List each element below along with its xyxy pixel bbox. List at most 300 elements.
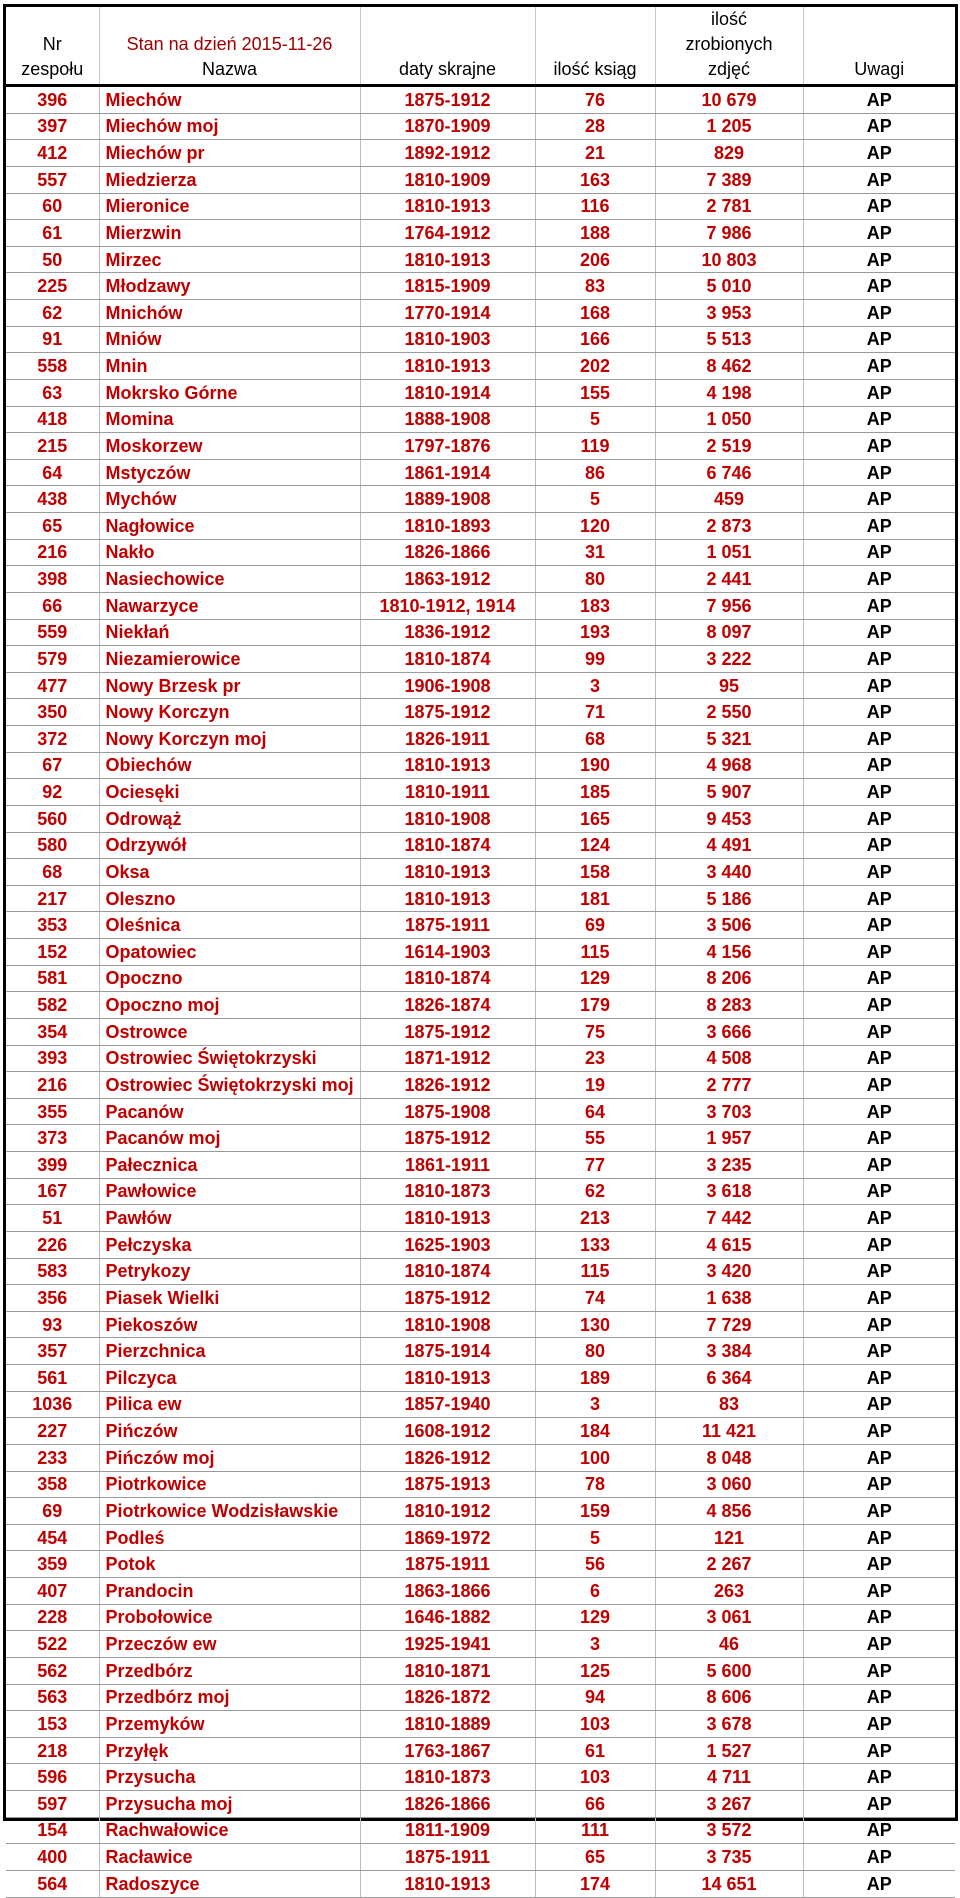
cell-name: Ostrowiec Świętokrzyski moj bbox=[99, 1072, 360, 1099]
cell-books: 185 bbox=[535, 779, 655, 806]
cell-notes: AP bbox=[803, 832, 955, 859]
cell-dates: 1857-1940 bbox=[360, 1391, 535, 1418]
cell-dates: 1875-1912 bbox=[360, 699, 535, 726]
cell-nr: 557 bbox=[6, 166, 99, 193]
cell-nr: 559 bbox=[6, 619, 99, 646]
cell-photos: 3 420 bbox=[655, 1258, 803, 1285]
cell-dates: 1826-1912 bbox=[360, 1072, 535, 1099]
cell-photos: 3 222 bbox=[655, 646, 803, 673]
cell-photos: 6 746 bbox=[655, 459, 803, 486]
cell-name: Mnin bbox=[99, 353, 360, 380]
cell-dates: 1826-1911 bbox=[360, 726, 535, 753]
cell-notes: AP bbox=[803, 1657, 955, 1684]
cell-photos: 3 678 bbox=[655, 1711, 803, 1738]
cell-photos: 1 205 bbox=[655, 113, 803, 140]
cell-name: Opoczno moj bbox=[99, 992, 360, 1019]
cell-dates: 1810-1873 bbox=[360, 1178, 535, 1205]
cell-books: 119 bbox=[535, 433, 655, 460]
cell-name: Miechów bbox=[99, 86, 360, 114]
cell-nr: 216 bbox=[6, 539, 99, 566]
cell-photos: 2 873 bbox=[655, 513, 803, 540]
cell-notes: AP bbox=[803, 193, 955, 220]
cell-nr: 373 bbox=[6, 1125, 99, 1152]
cell-photos: 5 600 bbox=[655, 1657, 803, 1684]
cell-books: 3 bbox=[535, 1631, 655, 1658]
cell-dates: 1875-1912 bbox=[360, 1125, 535, 1152]
cell-notes: AP bbox=[803, 1231, 955, 1258]
cell-nr: 407 bbox=[6, 1578, 99, 1605]
cell-name: Mstyczów bbox=[99, 459, 360, 486]
table-row bbox=[6, 1578, 955, 1605]
cell-name: Miechów moj bbox=[99, 113, 360, 140]
cell-notes: AP bbox=[803, 166, 955, 193]
table-row bbox=[6, 1870, 955, 1897]
cell-name: Probołowice bbox=[99, 1604, 360, 1631]
cell-notes: AP bbox=[803, 1178, 955, 1205]
cell-photos: 9 453 bbox=[655, 805, 803, 832]
cell-name: Miechów pr bbox=[99, 140, 360, 167]
cell-name: Przeczów ew bbox=[99, 1631, 360, 1658]
cell-photos: 3 235 bbox=[655, 1152, 803, 1179]
cell-dates: 1861-1914 bbox=[360, 459, 535, 486]
table-row bbox=[6, 300, 955, 327]
cell-notes: AP bbox=[803, 1418, 955, 1445]
cell-dates: 1770-1914 bbox=[360, 300, 535, 327]
cell-books: 75 bbox=[535, 1018, 655, 1045]
cell-notes: AP bbox=[803, 433, 955, 460]
table-row bbox=[6, 859, 955, 886]
cell-notes: AP bbox=[803, 1817, 955, 1844]
cell-nr: 399 bbox=[6, 1152, 99, 1179]
header-books bbox=[535, 7, 655, 86]
cell-name: Potok bbox=[99, 1551, 360, 1578]
cell-notes: AP bbox=[803, 1391, 955, 1418]
cell-books: 163 bbox=[535, 166, 655, 193]
cell-dates: 1810-1874 bbox=[360, 832, 535, 859]
cell-photos: 5 907 bbox=[655, 779, 803, 806]
cell-name: Racławice bbox=[99, 1844, 360, 1871]
cell-dates: 1810-1903 bbox=[360, 326, 535, 353]
cell-nr: 400 bbox=[6, 1844, 99, 1871]
cell-nr: 60 bbox=[6, 193, 99, 220]
cell-nr: 581 bbox=[6, 965, 99, 992]
cell-books: 80 bbox=[535, 1338, 655, 1365]
cell-notes: AP bbox=[803, 300, 955, 327]
cell-books: 80 bbox=[535, 566, 655, 593]
cell-notes: AP bbox=[803, 859, 955, 886]
cell-notes: AP bbox=[803, 1498, 955, 1525]
cell-photos: 11 421 bbox=[655, 1418, 803, 1445]
table-row bbox=[6, 1285, 955, 1312]
cell-dates: 1889-1908 bbox=[360, 486, 535, 513]
cell-books: 6 bbox=[535, 1578, 655, 1605]
cell-books: 188 bbox=[535, 220, 655, 247]
cell-nr: 372 bbox=[6, 726, 99, 753]
cell-name: Ostrowce bbox=[99, 1018, 360, 1045]
cell-books: 116 bbox=[535, 193, 655, 220]
cell-photos: 4 615 bbox=[655, 1231, 803, 1258]
cell-notes: AP bbox=[803, 1258, 955, 1285]
cell-photos: 4 156 bbox=[655, 939, 803, 966]
cell-name: Radoszyce bbox=[99, 1870, 360, 1897]
table-row bbox=[6, 1365, 955, 1392]
table-row bbox=[6, 912, 955, 939]
cell-dates: 1875-1913 bbox=[360, 1471, 535, 1498]
cell-name: Nowy Korczyn bbox=[99, 699, 360, 726]
cell-notes: AP bbox=[803, 1444, 955, 1471]
cell-notes: AP bbox=[803, 140, 955, 167]
cell-name: Pałecznica bbox=[99, 1152, 360, 1179]
cell-books: 166 bbox=[535, 326, 655, 353]
cell-name: Momina bbox=[99, 406, 360, 433]
cell-dates: 1810-1871 bbox=[360, 1657, 535, 1684]
cell-photos: 2 550 bbox=[655, 699, 803, 726]
cell-photos: 3 440 bbox=[655, 859, 803, 886]
cell-dates: 1810-1913 bbox=[360, 193, 535, 220]
cell-photos: 3 384 bbox=[655, 1338, 803, 1365]
cell-dates: 1826-1866 bbox=[360, 539, 535, 566]
cell-name: Oleśnica bbox=[99, 912, 360, 939]
cell-dates: 1763-1867 bbox=[360, 1737, 535, 1764]
cell-photos: 3 618 bbox=[655, 1178, 803, 1205]
cell-notes: AP bbox=[803, 406, 955, 433]
cell-name: Pawłowice bbox=[99, 1178, 360, 1205]
cell-dates: 1810-1912 bbox=[360, 1498, 535, 1525]
table-row bbox=[6, 539, 955, 566]
cell-notes: AP bbox=[803, 1578, 955, 1605]
cell-books: 99 bbox=[535, 646, 655, 673]
cell-books: 5 bbox=[535, 486, 655, 513]
cell-books: 100 bbox=[535, 1444, 655, 1471]
cell-photos: 8 283 bbox=[655, 992, 803, 1019]
header-dates-label: daty skrajne bbox=[398, 59, 497, 79]
cell-photos: 2 777 bbox=[655, 1072, 803, 1099]
table-row bbox=[6, 1711, 955, 1738]
cell-books: 189 bbox=[535, 1365, 655, 1392]
cell-notes: AP bbox=[803, 1604, 955, 1631]
cell-dates: 1826-1866 bbox=[360, 1791, 535, 1818]
cell-photos: 95 bbox=[655, 672, 803, 699]
cell-name: Odrzywół bbox=[99, 832, 360, 859]
table-row bbox=[6, 752, 955, 779]
cell-dates: 1871-1912 bbox=[360, 1045, 535, 1072]
cell-photos: 6 364 bbox=[655, 1365, 803, 1392]
cell-dates: 1810-1908 bbox=[360, 1311, 535, 1338]
cell-notes: AP bbox=[803, 1684, 955, 1711]
table-row bbox=[6, 113, 955, 140]
cell-dates: 1863-1866 bbox=[360, 1578, 535, 1605]
cell-photos: 4 856 bbox=[655, 1498, 803, 1525]
cell-books: 5 bbox=[535, 1524, 655, 1551]
table-row bbox=[6, 433, 955, 460]
cell-name: Nagłowice bbox=[99, 513, 360, 540]
table-row bbox=[6, 1817, 955, 1844]
cell-name: Przedbórz moj bbox=[99, 1684, 360, 1711]
cell-books: 3 bbox=[535, 672, 655, 699]
header-notes-label: Uwagi bbox=[854, 59, 905, 79]
cell-notes: AP bbox=[803, 379, 955, 406]
cell-name: Przysucha bbox=[99, 1764, 360, 1791]
cell-nr: 91 bbox=[6, 326, 99, 353]
cell-notes: AP bbox=[803, 1018, 955, 1045]
cell-photos: 3 267 bbox=[655, 1791, 803, 1818]
cell-photos: 14 651 bbox=[655, 1870, 803, 1897]
cell-notes: AP bbox=[803, 220, 955, 247]
cell-name: Przedbórz bbox=[99, 1657, 360, 1684]
cell-books: 62 bbox=[535, 1178, 655, 1205]
cell-photos: 7 389 bbox=[655, 166, 803, 193]
cell-notes: AP bbox=[803, 1764, 955, 1791]
cell-books: 94 bbox=[535, 1684, 655, 1711]
cell-nr: 62 bbox=[6, 300, 99, 327]
cell-books: 86 bbox=[535, 459, 655, 486]
cell-books: 120 bbox=[535, 513, 655, 540]
cell-books: 3 bbox=[535, 1391, 655, 1418]
cell-nr: 216 bbox=[6, 1072, 99, 1099]
cell-photos: 121 bbox=[655, 1524, 803, 1551]
cell-dates: 1810-1874 bbox=[360, 646, 535, 673]
cell-books: 31 bbox=[535, 539, 655, 566]
table-row bbox=[6, 379, 955, 406]
cell-nr: 228 bbox=[6, 1604, 99, 1631]
cell-nr: 580 bbox=[6, 832, 99, 859]
cell-photos: 5 186 bbox=[655, 885, 803, 912]
table-row bbox=[6, 246, 955, 273]
cell-nr: 355 bbox=[6, 1098, 99, 1125]
cell-dates: 1906-1908 bbox=[360, 672, 535, 699]
cell-nr: 579 bbox=[6, 646, 99, 673]
cell-books: 69 bbox=[535, 912, 655, 939]
cell-dates: 1608-1912 bbox=[360, 1418, 535, 1445]
cell-dates: 1646-1882 bbox=[360, 1604, 535, 1631]
table-row bbox=[6, 1844, 955, 1871]
cell-nr: 61 bbox=[6, 220, 99, 247]
header-photos-line3: zdjęć bbox=[707, 59, 751, 79]
cell-photos: 3 060 bbox=[655, 1471, 803, 1498]
cell-nr: 51 bbox=[6, 1205, 99, 1232]
cell-notes: AP bbox=[803, 1737, 955, 1764]
cell-dates: 1870-1909 bbox=[360, 113, 535, 140]
table-row bbox=[6, 140, 955, 167]
cell-nr: 153 bbox=[6, 1711, 99, 1738]
cell-notes: AP bbox=[803, 699, 955, 726]
cell-photos: 2 267 bbox=[655, 1551, 803, 1578]
cell-name: Młodzawy bbox=[99, 273, 360, 300]
cell-books: 179 bbox=[535, 992, 655, 1019]
cell-name: Piotrkowice bbox=[99, 1471, 360, 1498]
cell-notes: AP bbox=[803, 1338, 955, 1365]
cell-notes: AP bbox=[803, 1045, 955, 1072]
cell-dates: 1810-1914 bbox=[360, 379, 535, 406]
cell-books: 190 bbox=[535, 752, 655, 779]
cell-nr: 356 bbox=[6, 1285, 99, 1312]
cell-notes: AP bbox=[803, 486, 955, 513]
cell-photos: 2 441 bbox=[655, 566, 803, 593]
table-row bbox=[6, 1551, 955, 1578]
cell-name: Mokrsko Górne bbox=[99, 379, 360, 406]
cell-nr: 357 bbox=[6, 1338, 99, 1365]
cell-dates: 1875-1911 bbox=[360, 1844, 535, 1871]
cell-name: Oleszno bbox=[99, 885, 360, 912]
cell-books: 129 bbox=[535, 965, 655, 992]
cell-dates: 1875-1911 bbox=[360, 1551, 535, 1578]
cell-photos: 3 572 bbox=[655, 1817, 803, 1844]
header-photos-line2: zrobionych bbox=[685, 34, 773, 54]
cell-notes: AP bbox=[803, 1152, 955, 1179]
table-row bbox=[6, 1231, 955, 1258]
cell-name: Nakło bbox=[99, 539, 360, 566]
cell-dates: 1810-1909 bbox=[360, 166, 535, 193]
cell-photos: 8 048 bbox=[655, 1444, 803, 1471]
cell-photos: 7 956 bbox=[655, 592, 803, 619]
table-row bbox=[6, 486, 955, 513]
cell-dates: 1892-1912 bbox=[360, 140, 535, 167]
cell-name: Podleś bbox=[99, 1524, 360, 1551]
cell-name: Pilczyca bbox=[99, 1365, 360, 1392]
cell-notes: AP bbox=[803, 1844, 955, 1871]
cell-nr: 583 bbox=[6, 1258, 99, 1285]
cell-photos: 4 968 bbox=[655, 752, 803, 779]
cell-books: 111 bbox=[535, 1817, 655, 1844]
cell-dates: 1810-1912, 1914 bbox=[360, 592, 535, 619]
cell-photos: 4 711 bbox=[655, 1764, 803, 1791]
cell-dates: 1810-1908 bbox=[360, 805, 535, 832]
cell-books: 168 bbox=[535, 300, 655, 327]
cell-photos: 8 097 bbox=[655, 619, 803, 646]
cell-name: Mniów bbox=[99, 326, 360, 353]
cell-dates: 1836-1912 bbox=[360, 619, 535, 646]
cell-dates: 1815-1909 bbox=[360, 273, 535, 300]
cell-books: 129 bbox=[535, 1604, 655, 1631]
cell-notes: AP bbox=[803, 1711, 955, 1738]
cell-notes: AP bbox=[803, 113, 955, 140]
table-row bbox=[6, 1418, 955, 1445]
cell-books: 61 bbox=[535, 1737, 655, 1764]
cell-nr: 1036 bbox=[6, 1391, 99, 1418]
table-row bbox=[6, 1045, 955, 1072]
table-row bbox=[6, 832, 955, 859]
cell-notes: AP bbox=[803, 805, 955, 832]
cell-photos: 1 957 bbox=[655, 1125, 803, 1152]
cell-name: Oksa bbox=[99, 859, 360, 886]
cell-photos: 4 508 bbox=[655, 1045, 803, 1072]
cell-dates: 1875-1912 bbox=[360, 1018, 535, 1045]
cell-dates: 1614-1903 bbox=[360, 939, 535, 966]
cell-notes: AP bbox=[803, 1072, 955, 1099]
cell-photos: 83 bbox=[655, 1391, 803, 1418]
cell-books: 65 bbox=[535, 1844, 655, 1871]
cell-notes: AP bbox=[803, 1870, 955, 1897]
cell-books: 74 bbox=[535, 1285, 655, 1312]
cell-photos: 4 491 bbox=[655, 832, 803, 859]
cell-nr: 359 bbox=[6, 1551, 99, 1578]
cell-name: Petrykozy bbox=[99, 1258, 360, 1285]
cell-books: 103 bbox=[535, 1711, 655, 1738]
cell-books: 181 bbox=[535, 885, 655, 912]
cell-books: 56 bbox=[535, 1551, 655, 1578]
cell-books: 183 bbox=[535, 592, 655, 619]
cell-nr: 354 bbox=[6, 1018, 99, 1045]
cell-nr: 225 bbox=[6, 273, 99, 300]
cell-nr: 563 bbox=[6, 1684, 99, 1711]
cell-nr: 69 bbox=[6, 1498, 99, 1525]
cell-dates: 1826-1872 bbox=[360, 1684, 535, 1711]
cell-notes: AP bbox=[803, 752, 955, 779]
header-photos bbox=[655, 7, 803, 86]
cell-nr: 522 bbox=[6, 1631, 99, 1658]
cell-notes: AP bbox=[803, 353, 955, 380]
cell-books: 125 bbox=[535, 1657, 655, 1684]
cell-name: Przemyków bbox=[99, 1711, 360, 1738]
cell-nr: 65 bbox=[6, 513, 99, 540]
cell-dates: 1810-1913 bbox=[360, 859, 535, 886]
cell-dates: 1810-1913 bbox=[360, 353, 535, 380]
cell-books: 133 bbox=[535, 1231, 655, 1258]
cell-dates: 1625-1903 bbox=[360, 1231, 535, 1258]
cell-dates: 1863-1912 bbox=[360, 566, 535, 593]
table-row bbox=[6, 1764, 955, 1791]
cell-nr: 154 bbox=[6, 1817, 99, 1844]
cell-name: Niekłań bbox=[99, 619, 360, 646]
cell-photos: 3 666 bbox=[655, 1018, 803, 1045]
cell-name: Przysucha moj bbox=[99, 1791, 360, 1818]
cell-notes: AP bbox=[803, 513, 955, 540]
header-name-label: Nazwa bbox=[201, 59, 258, 79]
cell-name: Mychów bbox=[99, 486, 360, 513]
cell-books: 19 bbox=[535, 1072, 655, 1099]
table-row bbox=[6, 885, 955, 912]
cell-nr: 68 bbox=[6, 859, 99, 886]
cell-photos: 2 781 bbox=[655, 193, 803, 220]
table-row bbox=[6, 726, 955, 753]
cell-name: Pacanów bbox=[99, 1098, 360, 1125]
cell-nr: 477 bbox=[6, 672, 99, 699]
cell-name: Ociesęki bbox=[99, 779, 360, 806]
cell-dates: 1810-1913 bbox=[360, 1205, 535, 1232]
table-row bbox=[6, 672, 955, 699]
cell-books: 159 bbox=[535, 1498, 655, 1525]
header-nr-line1: Nr bbox=[42, 34, 62, 54]
cell-notes: AP bbox=[803, 1205, 955, 1232]
header-dates bbox=[360, 7, 535, 86]
table-row bbox=[6, 1338, 955, 1365]
cell-photos: 5 321 bbox=[655, 726, 803, 753]
cell-dates: 1811-1909 bbox=[360, 1817, 535, 1844]
table-row bbox=[6, 1498, 955, 1525]
cell-photos: 829 bbox=[655, 140, 803, 167]
cell-photos: 3 506 bbox=[655, 912, 803, 939]
cell-name: Pierzchnica bbox=[99, 1338, 360, 1365]
header-books-label: ilość ksiąg bbox=[553, 59, 637, 79]
cell-books: 115 bbox=[535, 939, 655, 966]
table-row bbox=[6, 779, 955, 806]
cell-dates: 1875-1908 bbox=[360, 1098, 535, 1125]
cell-notes: AP bbox=[803, 939, 955, 966]
cell-photos: 3 061 bbox=[655, 1604, 803, 1631]
cell-name: Piasek Wielki bbox=[99, 1285, 360, 1312]
table-row bbox=[6, 1631, 955, 1658]
header-nr-line2: zespołu bbox=[21, 59, 84, 79]
cell-notes: AP bbox=[803, 965, 955, 992]
table-header bbox=[6, 7, 955, 86]
cell-notes: AP bbox=[803, 1791, 955, 1818]
cell-books: 158 bbox=[535, 859, 655, 886]
cell-notes: AP bbox=[803, 726, 955, 753]
cell-nr: 393 bbox=[6, 1045, 99, 1072]
table-row bbox=[6, 1444, 955, 1471]
cell-books: 184 bbox=[535, 1418, 655, 1445]
cell-notes: AP bbox=[803, 1551, 955, 1578]
